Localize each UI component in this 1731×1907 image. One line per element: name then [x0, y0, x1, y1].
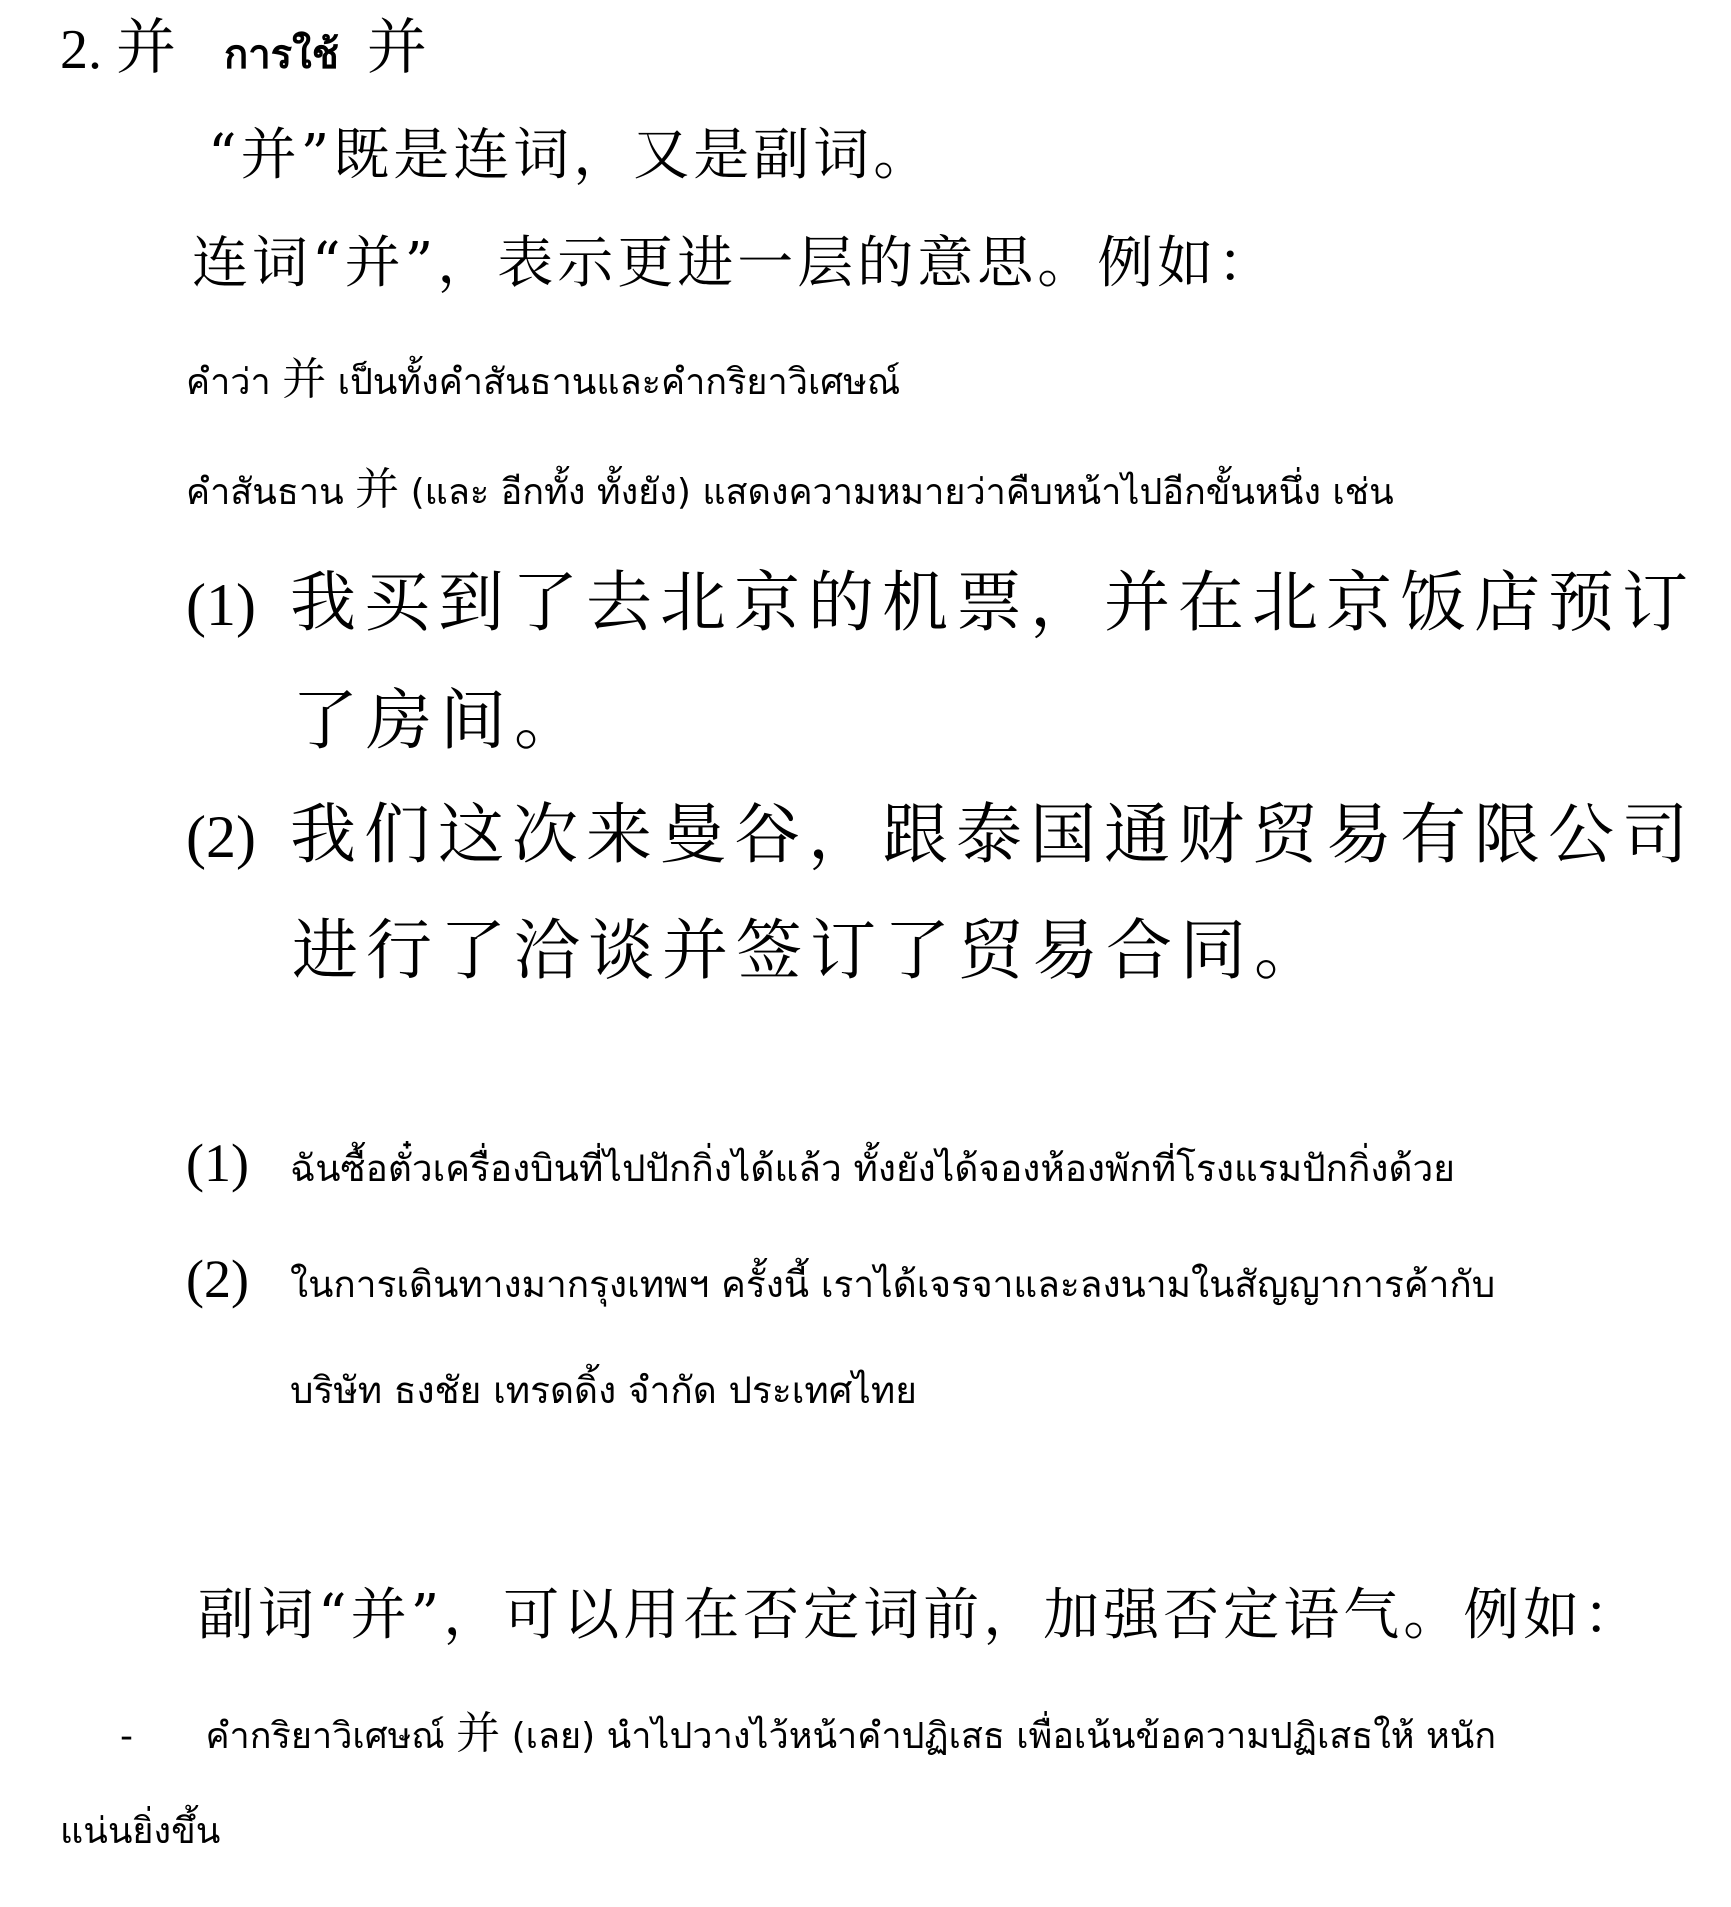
adverb-chinese: 副词“并”，可以用在否定词前，加强否定语气。例如： [198, 1583, 1644, 1648]
intro-thai-prefix: คำว่า [186, 362, 271, 403]
conjunction-thai-prefix: คำสันธาน [186, 472, 344, 513]
adverb-thai-line2: แน่นยิ่งขึ้น [60, 1811, 221, 1852]
example-zh-2-line2: 进行了洽谈并签订了贸易合同。 [292, 912, 1328, 989]
example-th-1-line1: ฉันซื้อตั๋วเครื่องบินที่ไปปักกิ่งได้แล้ว ทั้งยังได้จองห้องพักที่โรงแรมปักกิ่งด้วย [290, 1147, 1455, 1190]
example-zh-1-line1: 我买到了去北京的机票，并在北京饭店预订 [290, 564, 1696, 641]
heading-thai-label: การใช้ [224, 32, 339, 77]
adverb-thai-suffix: (เลย) นำไปวางไว้หน้าคำปฏิเสธ เพื่อเน้นข้อความปฏิเสธให้ หนัก [511, 1716, 1497, 1757]
example-zh-1 [186, 564, 1696, 641]
intro-thai [186, 354, 901, 405]
example-zh-2-line1: 我们这次来曼谷，跟泰国通财贸易有限公司 [290, 796, 1696, 873]
adverb-thai [120, 1708, 1497, 1759]
example-zh-2-number: (2) [186, 804, 256, 870]
example-th-2 [186, 1249, 1496, 1309]
section-number: 2. [60, 19, 102, 81]
intro-thai-suffix: เป็นทั้งคำสันธานและคำกริยาวิเศษณ์ [337, 362, 901, 403]
section-heading [60, 15, 427, 81]
intro-thai-char: 并 [282, 354, 327, 405]
example-zh-1-number: (1) [186, 572, 256, 638]
conjunction-chinese: 连词“并”，表示更进一层的意思。例如： [192, 231, 1278, 296]
example-zh-2 [186, 796, 1696, 873]
adverb-thai-dash: - [120, 1716, 133, 1757]
heading-char: 并 [116, 15, 176, 81]
example-th-2-line2: บริษัท ธงชัย เทรดดิ้ง จำกัด ประเทศไทย [290, 1369, 917, 1412]
heading-char-2: 并 [366, 15, 427, 81]
conjunction-thai [186, 464, 1394, 515]
example-zh-1-line2: 了房间。 [292, 682, 588, 759]
conjunction-thai-char: 并 [355, 464, 400, 515]
adverb-thai-prefix: คำกริยาวิเศษณ์ [205, 1716, 445, 1757]
example-th-2-line1: ในการเดินทางมากรุงเทพฯ ครั้งนี้ เราได้เจรจาและลงนามในสัญญาการค้ากับ [290, 1263, 1496, 1306]
adverb-thai-char: 并 [456, 1708, 501, 1759]
example-th-1 [186, 1133, 1455, 1193]
example-th-1-number: (1) [186, 1133, 249, 1193]
intro-chinese: “并”既是连词，又是副词。 [208, 123, 934, 188]
conjunction-thai-suffix: (และ อีกทั้ง ทั้งยัง) แสดงความหมายว่าคืบหน้าไปอีกขั้นหนึ่ง เช่น [410, 472, 1394, 513]
example-th-2-number: (2) [186, 1249, 249, 1309]
